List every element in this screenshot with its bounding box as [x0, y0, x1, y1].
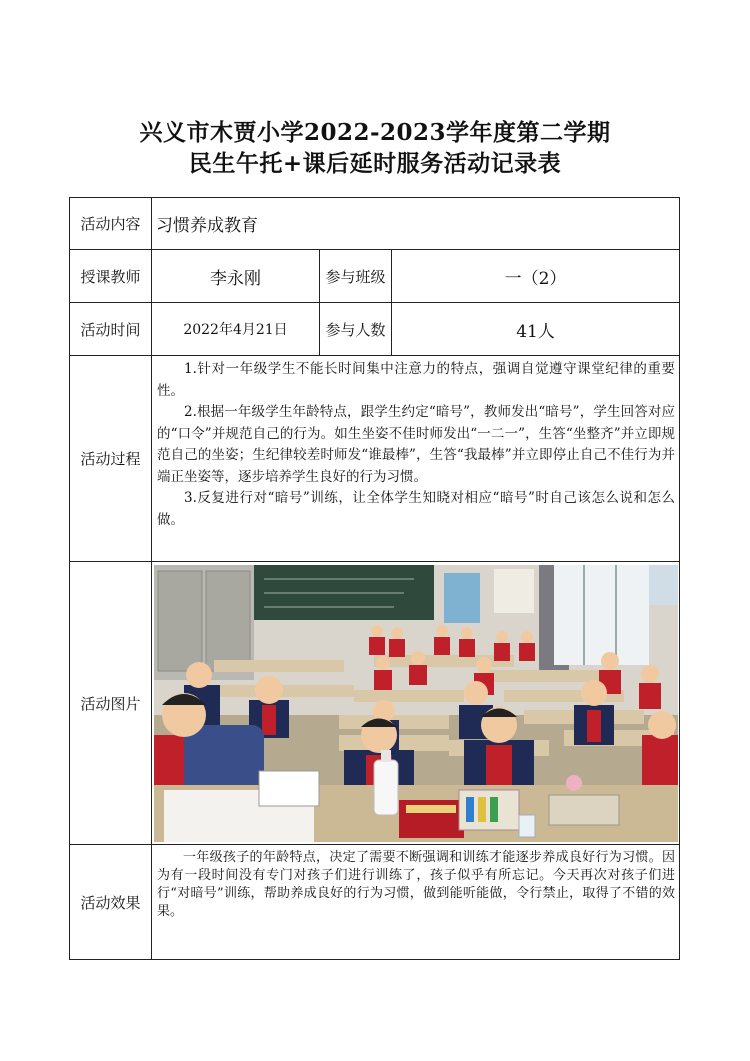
row-content	[70, 198, 680, 250]
row-effect	[70, 845, 680, 960]
effect-label: 活动效果	[70, 845, 152, 960]
teacher-label: 授课教师	[70, 250, 152, 303]
row-photo	[70, 562, 680, 845]
photo-label: 活动图片	[70, 562, 152, 845]
process-paragraph-3: 3.反复进行对“暗号”训练，让全体学生知晓对相应“暗号”时自己该怎么说和怎么做。	[157, 490, 676, 528]
time-value: 2022年4月21日	[152, 303, 320, 356]
row-process	[70, 356, 680, 562]
row-time	[70, 303, 680, 356]
class-value: 一（2）	[392, 250, 680, 303]
process-paragraph-2: 2.根据一年级学生年龄特点，跟学生约定“暗号”，教师发出“暗号”，学生回答对应的“口令”并规范自己的行为。如生坐姿不佳时师发出“一二一”，生答“坐整齐”并立即规范自己的坐姿；生纪律较差时师发“谁最棒”，生答“我最棒”并立即停止自己不佳行为并端正坐姿等，逐步培养学生良好的行为习惯。	[157, 404, 676, 485]
count-label: 参与人数	[320, 303, 392, 356]
process-text	[152, 356, 680, 562]
effect-text-cell	[152, 845, 680, 960]
class-label: 参与班级	[320, 250, 392, 303]
teacher-value: 李永刚	[152, 250, 320, 303]
count-value: 41人	[392, 303, 680, 356]
title-line-2: 民生午托+课后延时服务活动记录表	[188, 150, 562, 177]
process-paragraph-1: 1.针对一年级学生不能长时间集中注意力的特点，强调自觉遵守课堂纪律的重要性。	[157, 361, 676, 399]
effect-text: 一年级孩子的年龄特点，决定了需要不断强调和训练才能逐步养成良好行为习惯。因为有一段时间没有专门对孩子们进行训练了，孩子似乎有所忘记。今天再次对孩子们进行“对暗号”训练，帮助养成良好的行为习惯，做到能听能做，令行禁止，取得了不错的效果。	[157, 850, 676, 919]
content-label: 活动内容	[70, 198, 152, 250]
photo-cell	[152, 562, 680, 845]
row-teacher	[70, 250, 680, 303]
process-label: 活动过程	[70, 356, 152, 562]
activity-record-table	[69, 197, 680, 960]
title-line-1: 兴义市木贾小学2022-2023学年度第二学期	[139, 119, 611, 146]
classroom-photo	[154, 565, 678, 842]
time-label: 活动时间	[70, 303, 152, 356]
content-value: 习惯养成教育	[152, 198, 680, 250]
